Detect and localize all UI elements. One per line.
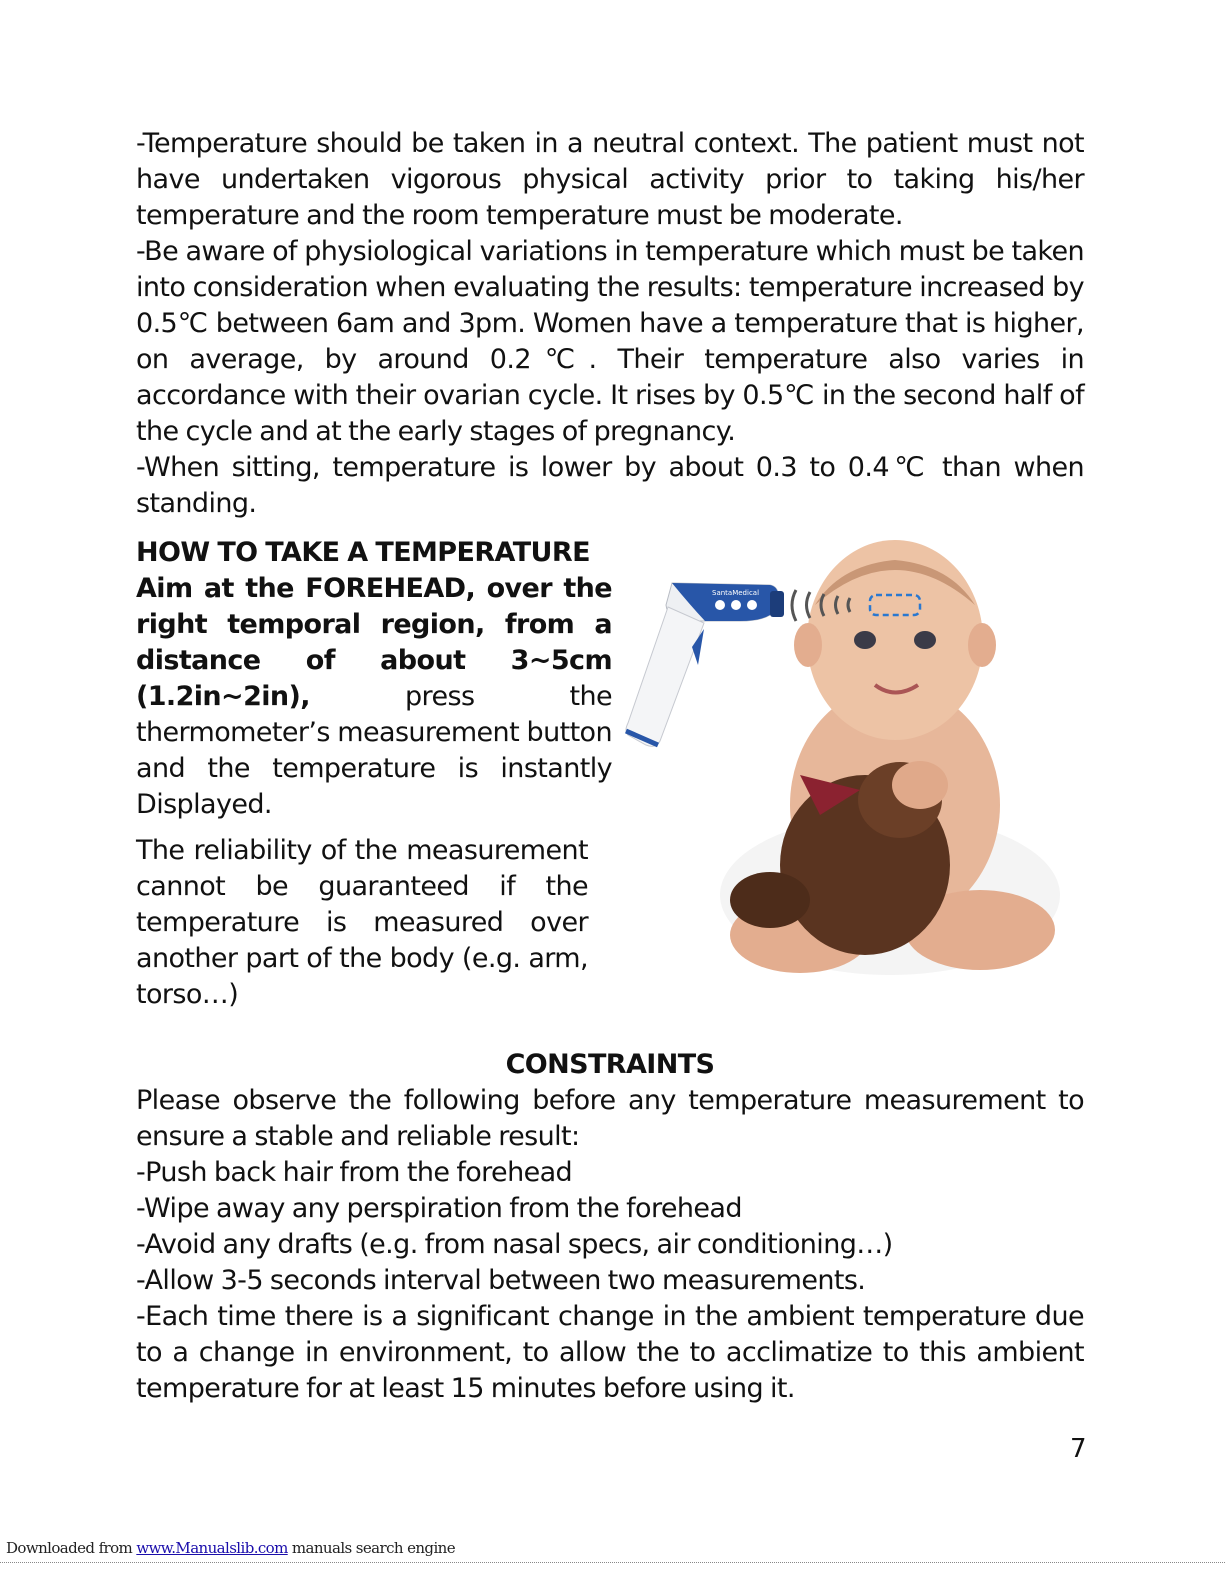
thermometer-device <box>626 583 784 746</box>
constraints-intro: Please observe the following before any temperature measurement to ensure a stable and reliable result: <box>136 1085 1084 1152</box>
footer-prefix: Downloaded from <box>6 1539 137 1557</box>
intro-paragraph: -Be aware of physiological variations in temperature which must be taken into consideration when evaluating the results: temperature increased by 0.5℃ between 6am and 3pm. Women have a temperature that is higher, on average, by around 0.2℃. Their temperature also varies in accordance with their ovarian cycle. It rises by 0.5℃ in the second half of the cycle and at the early stages of pregnancy. <box>136 236 1084 447</box>
footer-divider <box>0 1562 1225 1563</box>
constraints-title: CONSTRAINTS <box>505 1049 715 1080</box>
page-number: 7 <box>1070 1434 1087 1464</box>
constraints-section <box>136 1083 1084 1407</box>
constraint-item: -Each time there is a significant change in the ambient temperature due to a change in environment, to allow the to acclimatize to this ambient temperature for at least 15 minutes before using it. <box>136 1301 1084 1404</box>
howto-instruction-rest: press the thermometer’s measurement button and the temperature is instantly Displayed. <box>136 681 612 820</box>
reliability-note <box>136 833 588 1013</box>
baby-forehead-thermometer-illustration <box>620 535 1080 995</box>
footer-suffix: manuals search engine <box>287 1539 455 1557</box>
constraint-item: -Avoid any drafts (e.g. from nasal specs, air conditioning…) <box>136 1229 893 1260</box>
download-footer <box>6 1539 455 1557</box>
intro-paragraph: -When sitting, temperature is lower by about 0.3 to 0.4℃ than when standing. <box>136 452 1084 519</box>
howto-instruction <box>136 571 612 823</box>
constraint-item: -Allow 3-5 seconds interval between two measurements. <box>136 1265 866 1296</box>
howto-heading: HOW TO TAKE A TEMPERATURE <box>136 537 590 568</box>
reliability-text: The reliability of the measurement cannot be guaranteed if the temperature is measured over another part of the body (e.g. arm, torso…) <box>136 835 588 1010</box>
constraint-item: -Push back hair from the forehead <box>136 1157 573 1188</box>
howto-section <box>136 535 612 823</box>
constraint-item: -Wipe away any perspiration from the forehead <box>136 1193 742 1224</box>
thermometer-brand: SantaMedical <box>712 589 760 597</box>
howto-instruction-bold: Aim at the FOREHEAD, over the right temporal region, from a distance of about 3~5cm (1.2in~2in), <box>136 573 612 712</box>
intro-text-block <box>136 126 1084 522</box>
manualslib-link[interactable]: www.Manualslib.com <box>136 1539 288 1557</box>
intro-paragraph: -Temperature should be taken in a neutral context. The patient must not have undertaken vigorous physical activity prior to taking his/her temperature and the room temperature must be moderate. <box>136 128 1084 231</box>
